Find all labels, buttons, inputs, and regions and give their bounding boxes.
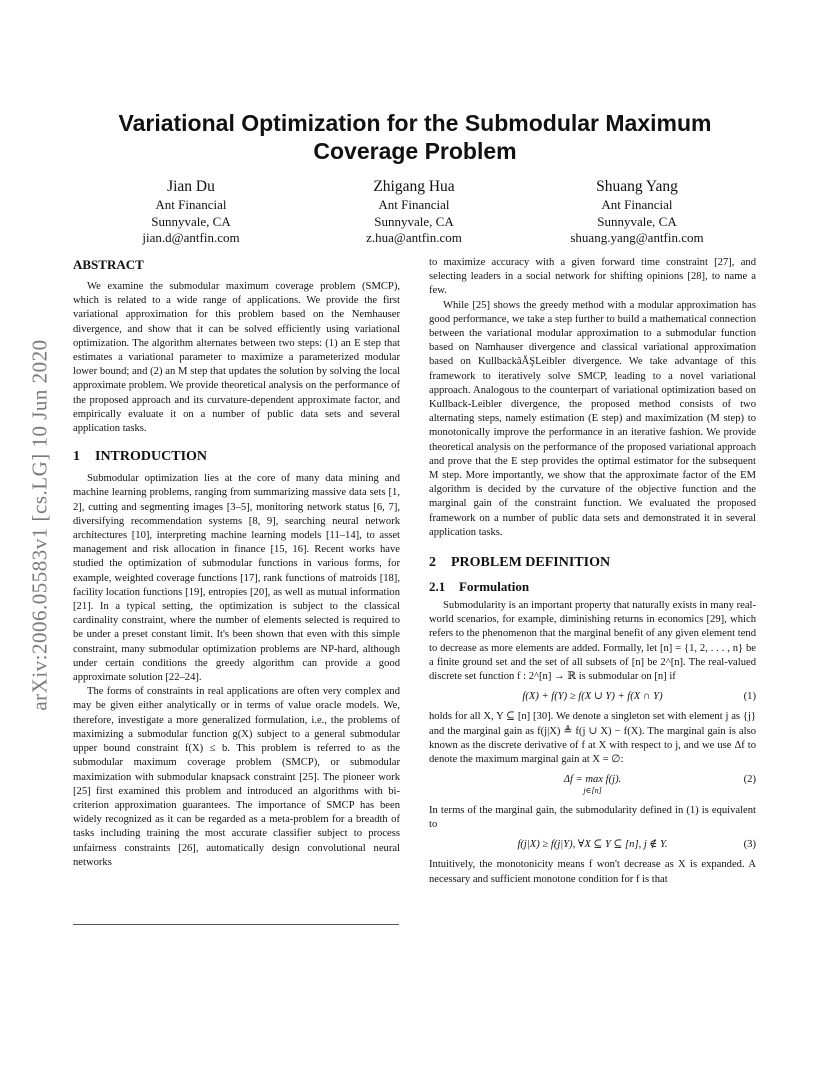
author-location: Sunnyvale, CA (374, 213, 454, 229)
equation-body: f(j|X) ≥ f(j|Y), ∀X ⊆ Y ⊆ [n], j ∉ Y. (517, 839, 668, 851)
author-affiliation: Ant Financial (155, 197, 227, 212)
abstract-heading: ABSTRACT (73, 257, 144, 272)
author-email: jian.d@antfin.com (142, 230, 240, 245)
intro-paragraph-4: While [25] shows the greedy method with a modular approximation has good performance, we take a step further to build a mathematical connection between the variational modular approximation to a submodular function based on Namhauser divergence and classical variational approximation based on KullbackâĂŞLeibler divergence. We take advantage of this framework to iteratively solve SMCP, leading to a novel variational approach. Analogous to the counterpart of variational optimization based on Kullback-Leibler divergence, the proposed method consists of two alternating steps, namely estimation (E step) and maximization (M step) to monotonically improve the performance in an iterative fashion. We provide theoretical analysis on the performance of the proposed variational approach and prove that the E step provides the optimal estimator for the subsequent M step. More importantly, we show that the approximate factor of the EM algorithm is decided by the curvature of the objective function and the marginal gain of the constraint function. We evaluated the proposed framework on a number of public data sets and demonstrated it in several application tasks. (429, 299, 756, 538)
equation-3 (429, 838, 756, 852)
author-location: Sunnyvale, CA (597, 213, 677, 229)
equation-1 (429, 690, 756, 704)
paper-title: Variational Optimization for the Submodular Maximum Coverage Problem (118, 110, 712, 164)
equation-body: f(X) + f(Y) ≥ f(X ∪ Y) + f(X ∩ Y) (522, 691, 663, 703)
equation-number: (1) (743, 691, 756, 703)
section-title: PROBLEM DEFINITION (451, 555, 611, 571)
author-name: Jian Du (167, 178, 215, 195)
intro-paragraph-2: The forms of constraints in real applications are often very complex and may be given either analytically or in terms of value oracle models. We, therefore, investigate a more generalized formulation, i.e., the problems of maximizing a submodular function g(X) subject to a general submodular upper bound constraint f(X) ≤ b. This problem is referred to as the submodular maximum coverage problem (SMCP), or submodular maximization with submodular knapsack constraint [25]. The pioneer work [25] first examined this problem and introduced an algorithms with bi-criterion approximation guarantees. The importance of SMCP has been widely recognized as it can be regarded as a meta-problem for a breadth of tasks including training the most accurate classifier subject to process unfairness constraints [26], automatically design convolutional neural networks (73, 686, 400, 868)
problem-paragraph-1: Submodularity is an important property that naturally exists in many real-world scenarios, for example, diminishing returns in economics [29], which refers to the phenomenon that the marginal benefit of any given element tend to decrease as more elements are added. Formally, let [n] = {1, 2, . . . , n} be a finite ground set and the set of all subsets of [n] be 2^[n]. The real-valued discrete set function f : 2^[n] → ℝ is submodular on [n] if (429, 600, 756, 683)
author-block-2 (299, 177, 529, 247)
footnote-rule (73, 924, 399, 925)
problem-paragraph-3: In terms of the marginal gain, the submodularity defined in (1) is equivalent to (429, 804, 756, 830)
section-number: 1 (73, 449, 80, 465)
equation-2 (429, 773, 756, 797)
right-column (429, 256, 756, 887)
equation-number: (2) (743, 774, 756, 786)
author-block-3 (522, 177, 752, 247)
subsection-number: 2.1 (429, 579, 446, 595)
equation-body: Δf = max f(j). (563, 774, 622, 786)
abstract-text: We examine the submodular maximum coverage problem (SMCP), which is related to a wide range of applications. We provide the first variational approximation for this problem based on the Nemhauser divergence, and show that it can be solved efficiently using variational optimization. The algorithm alternates between two steps: (1) an E step that estimates a variational parameter to maximize a parameterized modular lower bound; and (2) an M step that updates the solution by solving the local approximate problem. We provide theoretical analysis on the performance of the proposed approach and its curvature-dependent approximate factor, and empirically evaluate it on a number of public data sets and several application tasks. (73, 281, 400, 435)
author-block-1 (76, 177, 306, 247)
section-heading-introduction (73, 448, 400, 466)
arxiv-stamp (20, 290, 60, 760)
author-name: Shuang Yang (596, 178, 678, 195)
author-email: shuang.yang@antfin.com (570, 230, 704, 245)
author-email: z.hua@antfin.com (366, 230, 462, 245)
problem-paragraph-4: Intuitively, the monotonicity means f won't decrease as X is expanded. A necessary and sufficient monotone condition for f is that (429, 859, 756, 885)
equation-number: (3) (743, 839, 756, 851)
arxiv-id: arXiv:2006.05583v1 [cs.LG] 10 Jun 2020 (27, 339, 52, 711)
section-heading-problem (429, 554, 756, 572)
author-affiliation: Ant Financial (601, 197, 673, 212)
equation-subscript: j∈[n] (583, 785, 602, 795)
author-location: Sunnyvale, CA (151, 213, 231, 229)
author-affiliation: Ant Financial (378, 197, 450, 212)
intro-paragraph-1: Submodular optimization lies at the core of many data mining and machine learning problems, ranging from summarizing massive data sets [1, 2], cutting and segmenting images [3–5], monitoring network status [6, 7], diversifying recommendation systems [8, 9], searching neural network architectures [10], interpreting machine learning models [11–14], to asset management and risk allocation in finance [15, 16]. Recent works have studied the optimization of submodular functions in various forms, for example, weighted coverage functions [17], rank functions of matroids [18], facility location functions [19], entropies [20], as well as mutual information [21]. In a typical setting, the optimization is subject to the classical cardinality constraint, where the number of elements selected is required to be under a preset constant limit. It's been shown that even with this simple constraint, many submodular optimization problems are NP-hard, although under certain conditions the greedy algorithm can provide a good approximate solution [22–24]. (73, 473, 400, 684)
subsection-title: Formulation (459, 579, 530, 595)
problem-paragraph-2: holds for all X, Y ⊆ [n] [30]. We denote a singleton set with element j as {j} and the marginal gain as f(j|X) ≜ f(j ∪ X) − f(X). The marginal gain is also known as the discrete derivative of f at X with respect to j, and we use Δf to denote the maximum marginal gain at X = ∅: (429, 711, 756, 766)
intro-paragraph-3: to maximize accuracy with a given forward time constraint [27], and selecting leaders in a social network for shifting opinions [28], to name a few. (429, 257, 756, 297)
section-number: 2 (429, 555, 436, 571)
section-title: INTRODUCTION (95, 449, 208, 465)
left-column (73, 256, 400, 870)
author-name: Zhigang Hua (373, 178, 455, 195)
subsection-heading-formulation (429, 578, 756, 595)
